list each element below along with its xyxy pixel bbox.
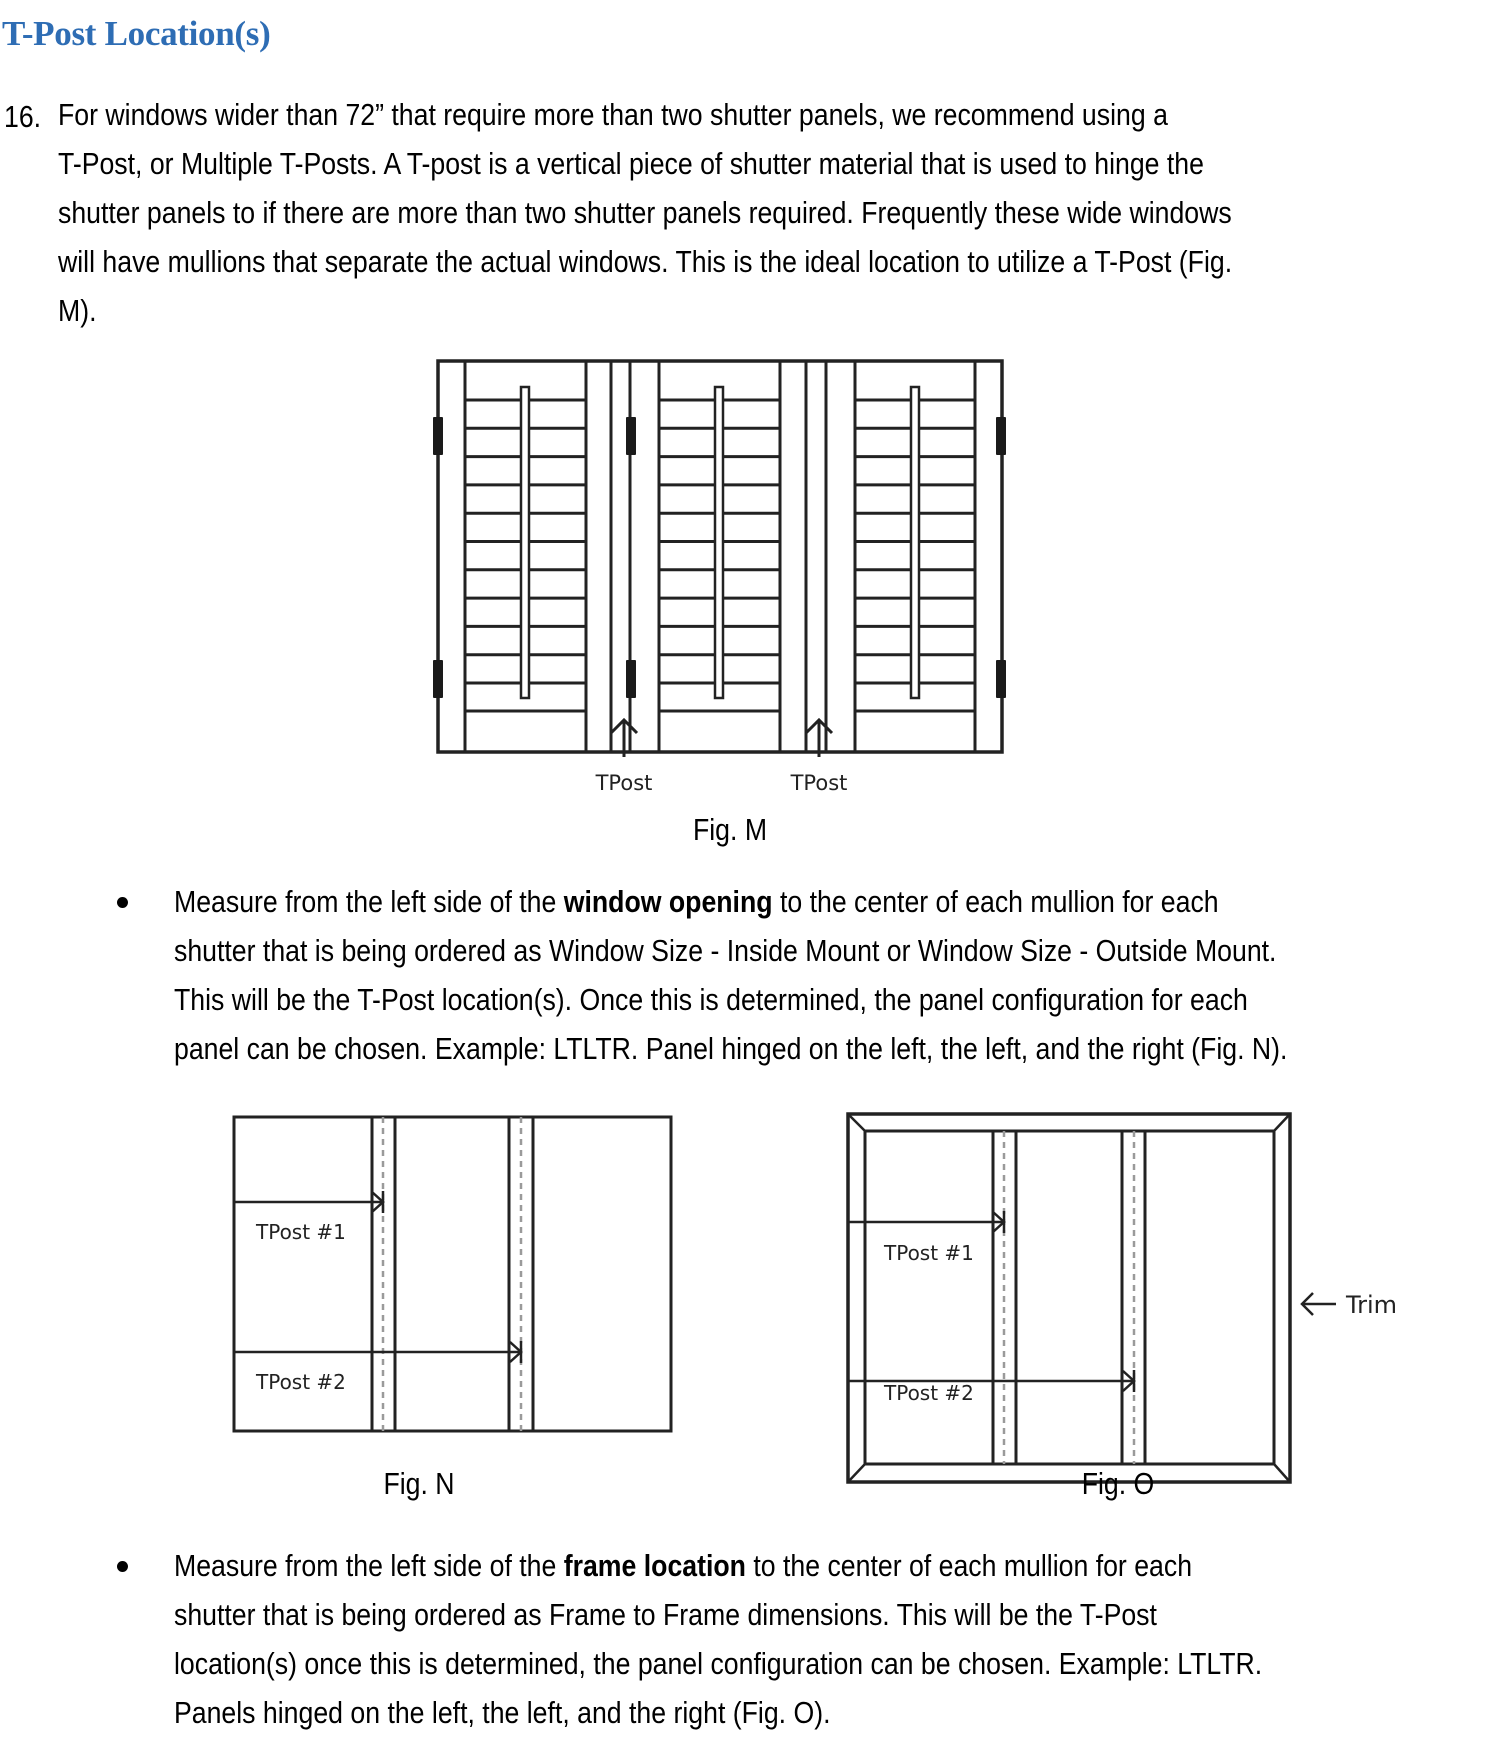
tpost-1-label: TPost #1 [256, 1220, 346, 1244]
bold-term: window opening [563, 884, 773, 919]
paragraph-line: will have mullions that separate the actual windows. This is the ideal location to utilize a T-Post (Fig. [58, 244, 1233, 279]
section-heading: T-Post Location(s) [2, 14, 271, 53]
tilt-rod [521, 387, 529, 698]
hinge-icon [626, 417, 636, 455]
fig-m-caption: Fig. M [692, 812, 768, 847]
tpost-label: TPost [595, 771, 653, 795]
text-run: Measure from the left side of the [174, 1548, 564, 1583]
shutter-panel [465, 361, 586, 752]
text-run: to the center of each mullion for each [745, 1548, 1193, 1583]
trim-arrow-icon [1302, 1293, 1336, 1315]
trim-outer-outline [848, 1114, 1290, 1482]
hinge-icon [996, 417, 1006, 455]
text-run: Measure from the left side of the [174, 884, 564, 919]
hinge-icon [626, 660, 636, 698]
shutter-panel [659, 361, 780, 752]
tpost-2-label: TPost #2 [256, 1370, 346, 1394]
tilt-rod [911, 387, 919, 698]
trim-label: Trim [1346, 1291, 1398, 1319]
measure-arrow [234, 1341, 521, 1363]
shutter-panel [855, 361, 975, 752]
paragraph-line: Panels hinged on the left, the left, and the right (Fig. O). [174, 1695, 831, 1730]
bold-term: frame location [563, 1548, 746, 1583]
trim-miter [1274, 1464, 1290, 1482]
paragraph-line: For windows wider than 72” that require more than two shutter panels, we recommend using a [58, 97, 1168, 132]
measure-arrow [848, 1211, 1004, 1233]
hinge-icon [996, 660, 1006, 698]
mullion [509, 1117, 533, 1431]
text-run: to the center of each mullion for each [772, 884, 1219, 919]
paragraph-line: shutter that is being ordered as Window Size - Inside Mount or Window Size - Outside Mount. [174, 933, 1277, 968]
list-number: 16. [4, 99, 42, 134]
paragraph-line: location(s) once this is determined, the panel configuration can be chosen. Example: LTLTR. [174, 1646, 1263, 1681]
trim-miter [848, 1114, 865, 1131]
fig-o-caption: Fig. O [1081, 1466, 1155, 1501]
paragraph-line: panel can be chosen. Example: LTLTR. Panel hinged on the left, the left, and the right (Fig. N). [174, 1031, 1288, 1066]
mullion [372, 1117, 395, 1431]
mullion [1122, 1131, 1145, 1464]
paragraph-line: shutter panels to if there are more than two shutter panels required. Frequently these wide windows [58, 195, 1232, 230]
fig-m-diagram [433, 361, 1006, 752]
paragraph-line: This will be the T-Post location(s). Once this is determined, the panel configuration for each [174, 982, 1248, 1017]
tpost-1-label: TPost #1 [884, 1241, 974, 1265]
paragraph-line [174, 1550, 1192, 1581]
paragraph-line: M). [58, 293, 97, 328]
tpost-2-label: TPost #2 [884, 1381, 974, 1405]
paragraph-line: shutter that is being ordered as Frame to Frame dimensions. This will be the T-Post [174, 1597, 1157, 1632]
hinge-icon [433, 417, 443, 455]
fig-o-diagram [848, 1114, 1290, 1482]
paragraph-line: T-Post, or Multiple T-Posts. A T-post is a vertical piece of shutter material that is used to hinge the [58, 146, 1204, 181]
trim-inner-outline [865, 1131, 1274, 1464]
bullet-icon [117, 897, 128, 908]
bullet-icon [117, 1561, 128, 1572]
trim-miter [848, 1464, 865, 1482]
fig-n-caption: Fig. N [383, 1466, 455, 1501]
tpost-label: TPost [790, 771, 848, 795]
measure-arrow [234, 1191, 383, 1213]
mullion [993, 1131, 1016, 1464]
paragraph-line [174, 886, 1219, 917]
hinge-icon [433, 660, 443, 698]
tilt-rod [715, 387, 723, 698]
trim-miter [1274, 1114, 1290, 1131]
